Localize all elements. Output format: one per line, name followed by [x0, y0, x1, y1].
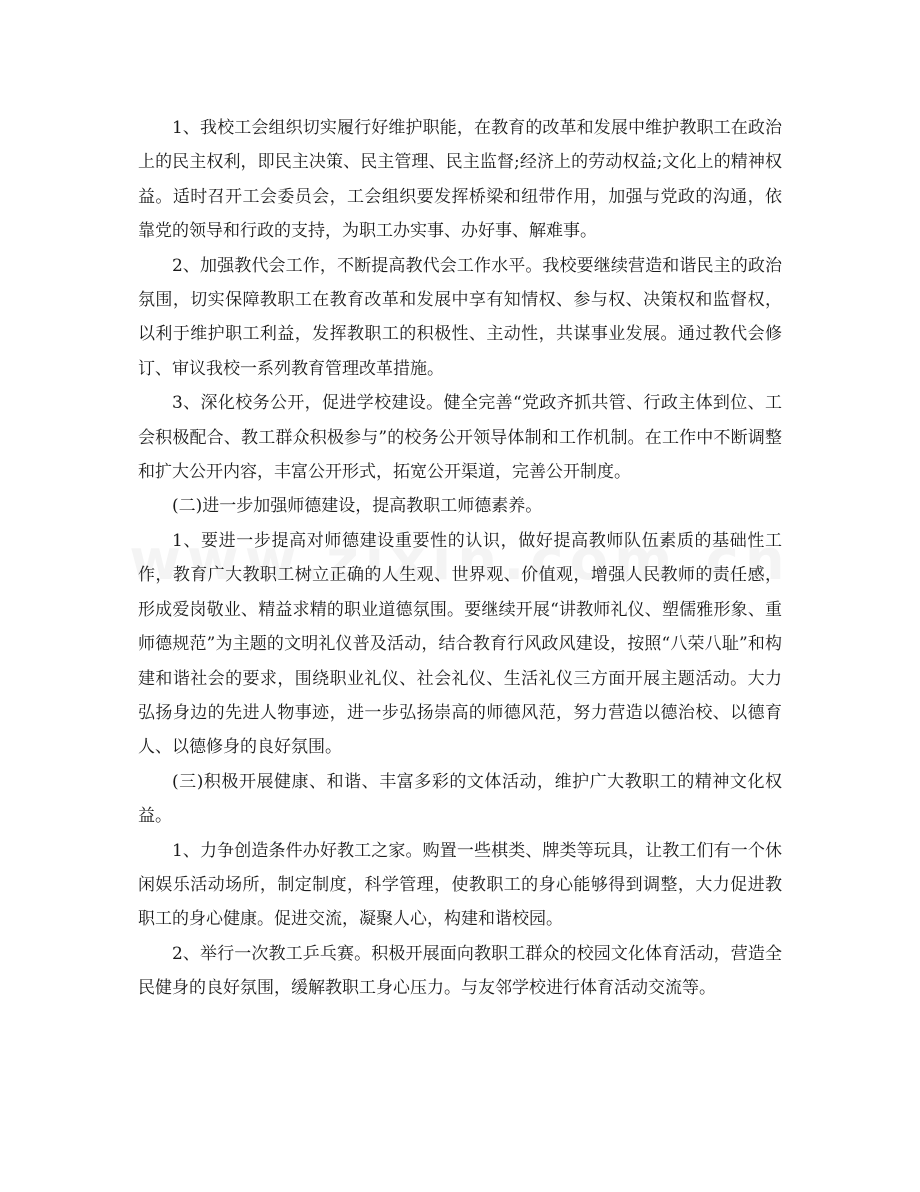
paragraph-table-tennis: 2、举行一次教工乒乓赛。积极开展面向教职工群众的校园文化体育活动，营造全民健身的良好氛围，缓解教职工身心压力。与友邻学校进行体育活动交流等。 — [138, 943, 782, 999]
paragraph-2-staff-congress: 2、加强教代会工作，不断提高教代会工作水平。我校要继续营造和谐民主的政治氛围，切实保障教职工在教育改革和发展中享有知情权、参与权、决策权和监督权，以利于维护职工利益，发挥教职工的积极性、主动性，共谋事业发展。通过教代会修订、审议我校一系列教育管理改革措施。 — [138, 255, 782, 379]
section-heading-3: (三)积极开展健康、和谐、丰富多彩的文体活动，维护广大教职工的精神文化权益。 — [138, 771, 782, 827]
document-body — [138, 111, 782, 1006]
paragraph-teacher-ethics: 1、要进一步提高对师德建设重要性的认识，做好提高教师队伍素质的基础性工作，教育广大教职工树立正确的人生观、世界观、价值观，增强人民教师的责任感，形成爱岗敬业、精益求精的职业道德氛围。要继续开展“讲教师礼仪、塑儒雅形象、重师德规范”为主题的文明礼仪普及活动，结合教育行风政风建设，按照“八荣八耻”和构建和谐社会的要求，围绕职业礼仪、社会礼仪、生活礼仪三方面开展主题活动。大力弘扬身边的先进人物事迹，进一步弘扬崇高的师德风范，努力营造以德治校、以德育人、以德修身的良好氛围。 — [138, 530, 782, 758]
paragraph-3-school-affairs: 3、深化校务公开，促进学校建设。健全完善“党政齐抓共管、行政主体到位、工会积极配合、教工群众积极参与”的校务公开领导体制和工作机制。在工作中不断调整和扩大公开内容，丰富公开形式，拓宽公开渠道，完善公开制度。 — [138, 393, 782, 483]
paragraph-1-union-duties: 1、我校工会组织切实履行好维护职能，在教育的改革和发展中维护教职工在政治上的民主权利，即民主决策、民主管理、民主监督;经济上的劳动权益;文化上的精神权益。适时召开工会委员会，工会组织要发挥桥梁和纽带作用，加强与党政的沟通，依靠党的领导和行政的支持，为职工办实事、办好事、解难事。 — [138, 118, 782, 242]
section-heading-2: (二)进一步加强师德建设，提高教职工师德素养。 — [172, 496, 543, 517]
paragraph-staff-home: 1、力争创造条件办好教工之家。购置一些棋类、牌类等玩具，让教工们有一个休闲娱乐活动场所，制定制度，科学管理，使教职工的身心能够得到调整，大力促进教职工的身心健康。促进交流，凝聚人心，构建和谐校园。 — [138, 840, 782, 930]
